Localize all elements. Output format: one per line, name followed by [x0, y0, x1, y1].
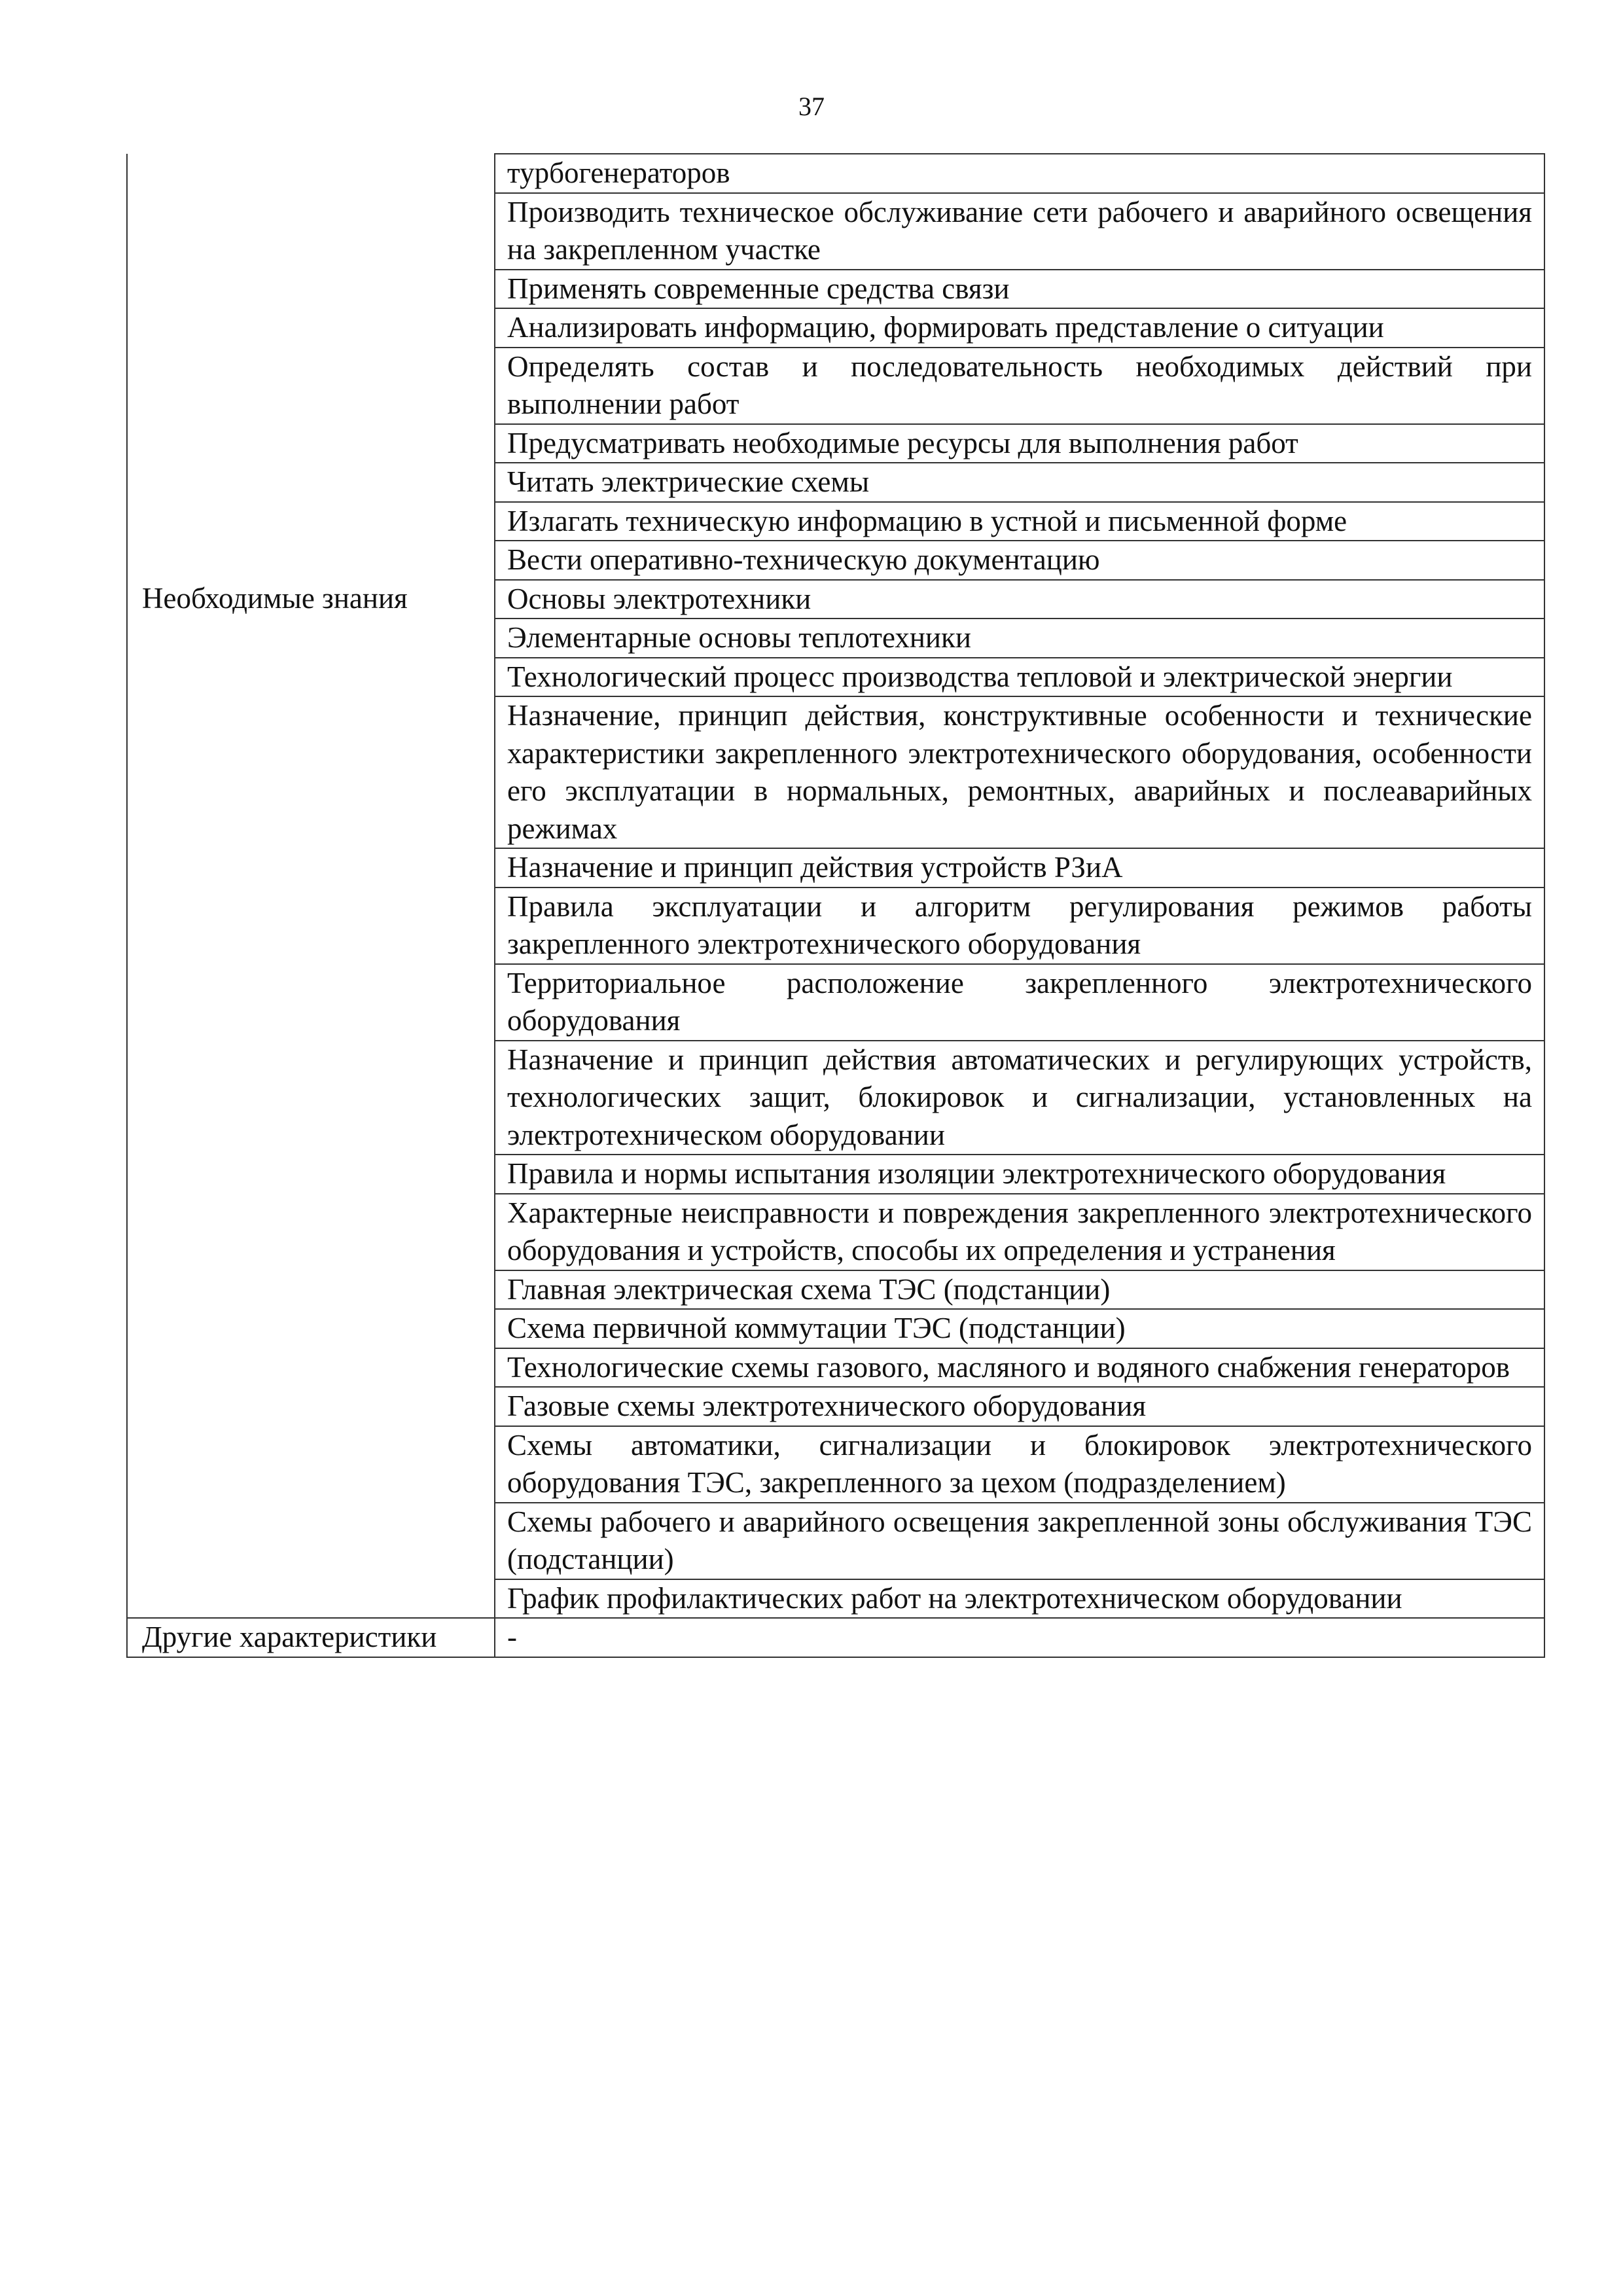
requirements-table-body	[127, 154, 1544, 1657]
requirement-cell: Вести оперативно-техническую документацию	[495, 541, 1544, 580]
table-row	[127, 463, 1544, 502]
category-cell	[127, 848, 495, 888]
requirement-cell: Схемы рабочего и аварийного освещения закрепленной зоны обслуживания ТЭС (подстанции)	[495, 1503, 1544, 1579]
category-cell	[127, 888, 495, 964]
category-cell	[127, 541, 495, 580]
table-row	[127, 1426, 1544, 1503]
category-cell	[127, 502, 495, 541]
requirement-cell: турбогенераторов	[495, 154, 1544, 193]
table-row	[127, 1387, 1544, 1426]
category-cell	[127, 658, 495, 697]
category-cell	[127, 193, 495, 270]
table-row	[127, 502, 1544, 541]
category-cell	[127, 1041, 495, 1155]
category-cell	[127, 1348, 495, 1388]
requirement-cell: Характерные неисправности и повреждения закрепленного электротехнического оборудования и устройств, способы их определения и устранения	[495, 1194, 1544, 1270]
table-row	[127, 1309, 1544, 1348]
table-row	[127, 541, 1544, 580]
table-row	[127, 270, 1544, 309]
category-cell	[127, 1309, 495, 1348]
requirement-cell: Производить техническое обслуживание сети рабочего и аварийного освещения на закрепленном участке	[495, 193, 1544, 270]
category-cell	[127, 270, 495, 309]
category-cell	[127, 1270, 495, 1310]
category-cell	[127, 619, 495, 658]
requirement-cell: Главная электрическая схема ТЭС (подстанции)	[495, 1270, 1544, 1310]
category-cell	[127, 1503, 495, 1579]
category-cell	[127, 964, 495, 1041]
table-row	[127, 696, 1544, 848]
requirement-cell: Назначение, принцип действия, конструктивные особенности и технические характеристики закрепленного электротехнического оборудования, особенности его эксплуатации в нормальных, ремонтных, аварийных и послеаварийных режимах	[495, 696, 1544, 848]
table-row	[127, 848, 1544, 888]
requirement-cell: Читать электрические схемы	[495, 463, 1544, 502]
category-cell	[127, 348, 495, 424]
category-cell	[127, 308, 495, 348]
requirement-cell: Правила и нормы испытания изоляции электротехнического оборудования	[495, 1155, 1544, 1194]
requirement-cell: Применять современные средства связи	[495, 270, 1544, 309]
category-cell	[127, 154, 495, 193]
requirement-cell: Правила эксплуатации и алгоритм регулирования режимов работы закрепленного электротехнического оборудования	[495, 888, 1544, 964]
requirements-table	[126, 153, 1545, 1658]
category-cell	[127, 1579, 495, 1619]
requirement-cell: График профилактических работ на электротехническом оборудовании	[495, 1579, 1544, 1619]
category-cell	[127, 463, 495, 502]
table-row	[127, 308, 1544, 348]
requirement-cell: Технологические схемы газового, масляного и водяного снабжения генераторов	[495, 1348, 1544, 1388]
category-cell	[127, 696, 495, 848]
category-cell	[127, 1155, 495, 1194]
table-row	[127, 1194, 1544, 1270]
requirement-cell: Основы электротехники	[495, 580, 1544, 619]
page-number: 37	[798, 92, 825, 121]
requirement-cell: Территориальное расположение закрепленного электротехнического оборудования	[495, 964, 1544, 1041]
category-cell: Необходимые знания	[127, 580, 495, 619]
table-row	[127, 424, 1544, 463]
requirement-cell: -	[495, 1618, 1544, 1657]
table-row	[127, 1503, 1544, 1579]
requirement-cell: Назначение и принцип действия устройств РЗиА	[495, 848, 1544, 888]
table-row	[127, 1270, 1544, 1310]
table-row	[127, 154, 1544, 193]
table-row	[127, 658, 1544, 697]
requirement-cell: Схемы автоматики, сигнализации и блокировок электротехнического оборудования ТЭС, закрепленного за цехом (подразделением)	[495, 1426, 1544, 1503]
requirement-cell: Назначение и принцип действия автоматических и регулирующих устройств, технологических защит, блокировок и сигнализации, установленных на электротехническом оборудовании	[495, 1041, 1544, 1155]
table-row	[127, 1618, 1544, 1657]
table-row	[127, 348, 1544, 424]
category-cell	[127, 1426, 495, 1503]
table-row	[127, 580, 1544, 619]
category-cell	[127, 1194, 495, 1270]
table-row	[127, 1579, 1544, 1619]
table-row	[127, 888, 1544, 964]
requirement-cell: Технологический процесс производства тепловой и электрической энергии	[495, 658, 1544, 697]
requirement-cell: Анализировать информацию, формировать представление о ситуации	[495, 308, 1544, 348]
requirement-cell: Предусматривать необходимые ресурсы для выполнения работ	[495, 424, 1544, 463]
category-cell: Другие характеристики	[127, 1618, 495, 1657]
table-row	[127, 964, 1544, 1041]
requirement-cell: Излагать техническую информацию в устной и письменной форме	[495, 502, 1544, 541]
requirement-cell: Элементарные основы теплотехники	[495, 619, 1544, 658]
table-row	[127, 1041, 1544, 1155]
category-cell	[127, 1387, 495, 1426]
category-cell	[127, 424, 495, 463]
table-row	[127, 619, 1544, 658]
table-row	[127, 1348, 1544, 1388]
requirement-cell: Газовые схемы электротехнического оборудования	[495, 1387, 1544, 1426]
table-row	[127, 193, 1544, 270]
requirement-cell: Определять состав и последовательность необходимых действий при выполнении работ	[495, 348, 1544, 424]
table-row	[127, 1155, 1544, 1194]
requirement-cell: Схема первичной коммутации ТЭС (подстанции)	[495, 1309, 1544, 1348]
